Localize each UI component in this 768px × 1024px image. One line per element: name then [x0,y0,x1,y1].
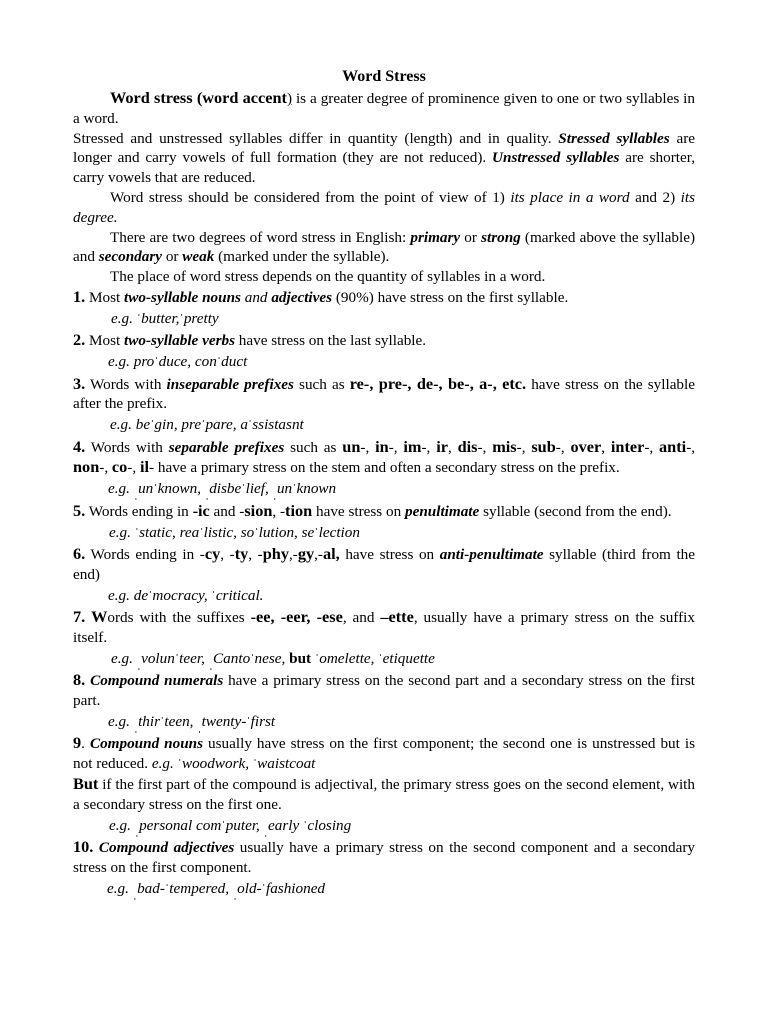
rule-2-example: e.g. proˈduce, conˈduct [108,353,248,371]
rule-5: 5. Words ending in -ic and -sion, -tion have stress on penultimate syllable (second from the end). [73,500,672,520]
page-title: Word Stress [342,68,426,85]
rule-6: 6. Words ending in -cy, -ty, -phy,-gy,-al, have stress on anti-penultimate syllable (third from the end) [73,544,696,583]
rule-8-example: e.g. ˌthirˈteen, ˌtwenty-ˈfirst [108,712,276,733]
rule-4-example: e.g. ˌunˈknown, ˌdisbeˈlief, ˌunˈknown [108,480,337,501]
intro-paragraph-definition: Word stress (word accent) is a greater degree of prominence given to one or two syllables in a word. [73,88,695,127]
rule-3-example: e.g. beˈgin, preˈpare, aˈssistasnt [110,416,304,434]
intro-paragraph-degrees: There are two degrees of word stress in English: primary or strong (marked above the syllable) and secondary or weak (marked under the syllable). [73,228,696,266]
rule-2: 2. Most two-syllable verbs have stress on the last syllable. [73,330,427,350]
rule-10-example: e.g. ˌbad-ˈtempered, ˌold-ˈfashioned [107,879,326,900]
rule-7-example: e.g. ˌvolunˈteer, ˌCantoˈnese, but ˈomelette, ˈetiquette [111,649,435,670]
rule-6-example: e.g. deˈmocracy, ˈcritical. [108,586,264,604]
intro-paragraph-place: The place of word stress depends on the quantity of syllables in a word. [110,268,546,286]
rule-7: 7. Words with the suffixes -ee, -eer, -ese, and –ette, usually have a primary stress on the suffix itself. [73,607,695,646]
document-body [73,88,695,900]
rule-9: 9. Compound nouns usually have stress on the first component; the second one is unstressed but is not reduced. e.g. ˈwoodwork, ˈwaistcoat [73,733,696,773]
rule-9-but: But if the first part of the compound is adjectival, the primary stress goes on the second element, with a secondary stress on the first one. [73,773,695,813]
intro-paragraph-quantity: Stressed and unstressed syllables differ in quantity (length) and in quality. Stressed syllables are longer and carry vowels of full formation (they are not reduced). Unstressed syllables are shorter, carry vowels that are reduced. [73,129,695,187]
intro-paragraph-viewpoint: Word stress should be considered from the point of view of 1) its place in a word and 2) its degree. [73,188,696,226]
rule-1: 1. Most two-syllable nouns and adjectives (90%) have stress on the first syllable. [73,286,569,306]
rule-4: 4. Words with separable prefixes such as un-, in-, im-, ir, dis-, mis-, sub-, over, inter-, anti-, non-, co-, il- have a primary stress on the stem and often a secondary stress on the prefix. [73,436,696,477]
rule-8: 8. Compound numerals have a primary stress on the second part and a secondary stress on the first part. [73,670,695,710]
rule-5-example: e.g. ˈstatic, reaˈlistic, soˈlution, seˈlection [109,523,360,541]
rule-3: 3. Words with inseparable prefixes such as re-, pre-, de-, be-, a-, etc. have stress on the syllable after the prefix. [73,373,695,413]
rule-1-example: e.g. ˈbutter,ˈpretty [111,309,219,327]
rule-9-example: e.g. ˌpersonal comˈputer, ˌearly ˈclosing [109,816,352,837]
rule-10: 10. Compound adjectives usually have a primary stress on the second component and a secondary stress on the first component. [73,837,695,876]
